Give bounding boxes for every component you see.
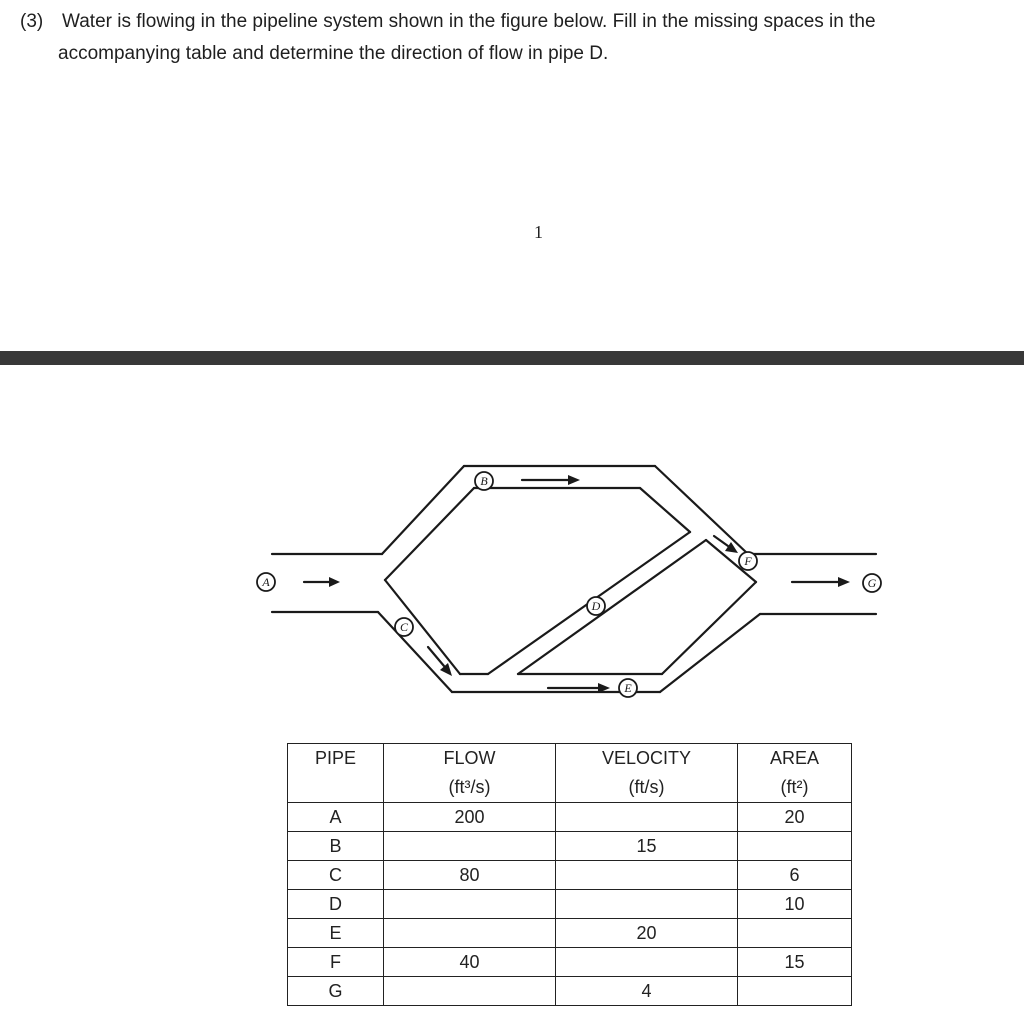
question-text [20, 6, 1010, 70]
page-divider [0, 351, 1024, 365]
svg-text:C: C [399, 620, 409, 634]
svg-text:D: D [591, 599, 601, 613]
cell-velocity: 15 [556, 832, 738, 861]
cell-flow: 200 [384, 803, 556, 832]
table-row [288, 919, 852, 948]
header-velocity: VELOCITY (ft/s) [556, 744, 738, 803]
pipe-c-outer-left [378, 612, 452, 692]
header-pipe: PIPE [288, 744, 384, 803]
table-row [288, 803, 852, 832]
cell-pipe: C [288, 861, 384, 890]
cell-area: 6 [738, 861, 852, 890]
cell-area: 15 [738, 948, 852, 977]
arrow-b [522, 475, 580, 485]
question-line-2: accompanying table and determine the direction of flow in pipe D. [58, 43, 609, 64]
table-row [288, 977, 852, 1006]
svg-text:F: F [744, 554, 752, 568]
svg-text:A: A [262, 575, 270, 589]
table-row [288, 890, 852, 919]
cell-velocity: 20 [556, 919, 738, 948]
table-row [288, 832, 852, 861]
label-d [587, 597, 605, 615]
label-e [619, 679, 637, 697]
arrow-g [792, 577, 850, 587]
label-a [257, 573, 275, 591]
cell-flow: 80 [384, 861, 556, 890]
cell-pipe: B [288, 832, 384, 861]
cell-flow [384, 977, 556, 1006]
cell-pipe: E [288, 919, 384, 948]
cell-flow [384, 832, 556, 861]
svg-text:E: E [624, 681, 632, 695]
cell-area [738, 919, 852, 948]
cell-area: 10 [738, 890, 852, 919]
page-number: 1 [534, 222, 543, 242]
cell-velocity [556, 890, 738, 919]
cell-flow [384, 890, 556, 919]
cell-flow [384, 919, 556, 948]
cell-area [738, 977, 852, 1006]
arrow-c [428, 647, 452, 676]
table-row [288, 861, 852, 890]
arrow-a [304, 577, 340, 587]
svg-text:G: G [867, 576, 877, 590]
svg-text:B: B [480, 474, 488, 488]
label-f [739, 552, 757, 570]
cell-velocity: 4 [556, 977, 738, 1006]
cell-pipe: D [288, 890, 384, 919]
table-header-row [288, 744, 852, 803]
table-row [288, 948, 852, 977]
cell-pipe: G [288, 977, 384, 1006]
cell-area [738, 832, 852, 861]
cell-pipe: A [288, 803, 384, 832]
label-g [863, 574, 881, 592]
cell-flow: 40 [384, 948, 556, 977]
cell-velocity [556, 948, 738, 977]
question-number: (3) [20, 11, 44, 32]
cell-area: 20 [738, 803, 852, 832]
header-flow: FLOW (ft³/s) [384, 744, 556, 803]
cell-pipe: F [288, 948, 384, 977]
label-c [395, 618, 413, 636]
pipe-f-outer-right [655, 466, 748, 554]
label-b [475, 472, 493, 490]
header-area: AREA (ft²) [738, 744, 852, 803]
cell-velocity [556, 861, 738, 890]
cell-velocity [556, 803, 738, 832]
question-line-1: (3) Water is flowing in the pipeline system shown in the figure below. Fill in the missing spaces in the [20, 6, 1010, 38]
pipe-d-lower-wall [518, 540, 706, 674]
pipeline-diagram [0, 440, 1024, 740]
pipe-data-table [287, 743, 852, 1006]
inner-upper-right [640, 488, 690, 532]
